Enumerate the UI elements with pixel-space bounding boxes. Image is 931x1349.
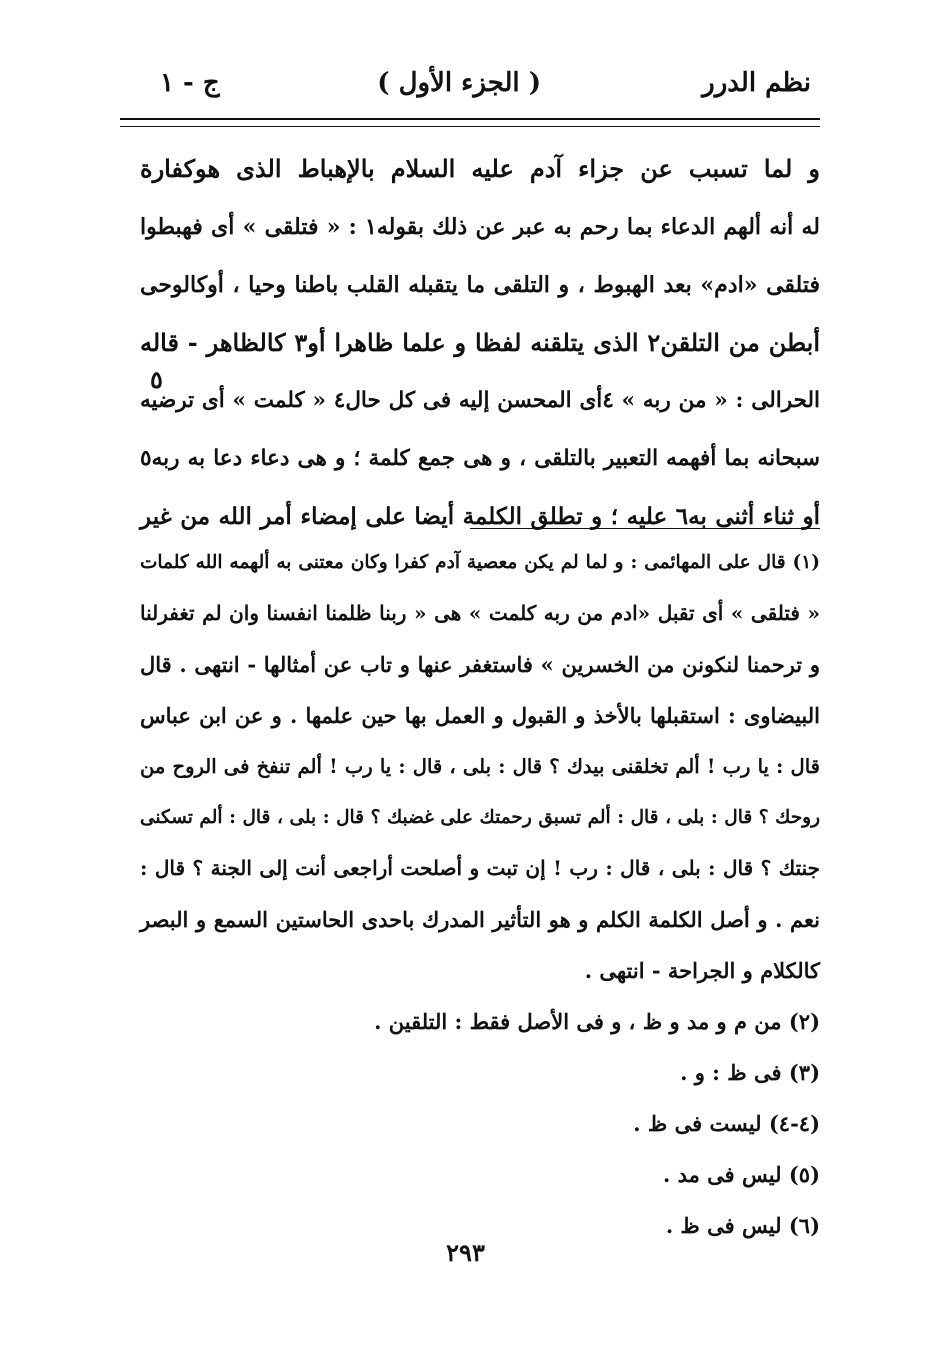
footnote-line: جنتك ؟ قال : بلى ، قال : رب ! إن تبت و أصلحت أراجعى أنت إلى الجنة ؟ قال : [140, 856, 820, 880]
main-text [140, 140, 820, 546]
text-line: فتلقى «ادم» بعد الهبوط ، و التلقى ما يتقبله القلب باطنا وحيا ، أوكالوحى [140, 272, 820, 298]
page-number: ٢٩٣ [446, 1238, 485, 1267]
footnote-line: كالكلام و الجراحة - انتهى . [584, 958, 820, 983]
footnote-line: و ترحمنا لنكونن من الخسرين » فاستغفر عنها و تاب عن أمثالها - انتهى . قال [140, 652, 820, 677]
text-line: أو ثناء أثنى به٦ عليه ؛ و تطلق الكلمة أيضا على إمضاء أمر الله من غير [140, 503, 820, 530]
text-line: سبحانه بما أفهمه التعبير بالتلقى ، و هى جمع كلمة ؛ و هى دعاء دعا به ربه٥ [140, 446, 820, 471]
footnote-line: (١) قال على المهائمى : و لما لم يكن معصية آدم كفرا وكان معتنى به ألهمه الله كلمات [140, 552, 820, 573]
text-line: الحرالى : « من ربه » ٤أى المحسن إليه فى كل حال٤ « كلمت » أى ترضيه [140, 388, 820, 413]
margin-line-number: ٥ [150, 365, 163, 394]
footnote-line: قال : يا رب ! ألم تخلقنى بيدك ؟ قال : بلى ، قال : يا رب ! ألم تنفخ فى الروح من [140, 755, 820, 778]
footnotes [140, 537, 820, 1251]
running-header [120, 64, 811, 114]
header-book-title: نظم الدرر [702, 68, 811, 98]
footnote-separator [470, 528, 820, 529]
header-volume-number: ج - ١ [160, 68, 220, 98]
header-rule-thin [120, 126, 820, 127]
footnote-line: (٢) من م و مد و ظ ، و فى الأصل فقط : التلقين . [374, 1009, 820, 1034]
footnote-line: نعم . و أصل الكلمة الكلم و هو التأثير المدرك باحدى الحاستين السمع و البصر [140, 907, 820, 932]
text-line: و لما تسبب عن جزاء آدم عليه السلام بالإهباط الذى هوكفارة [140, 154, 820, 183]
footnote-line: البيضاوى : استقبلها بالأخذ و القبول و العمل بها حين علمها . و عن ابن عباس [140, 703, 820, 728]
footnote-line: (٣) فى ظ : و . [680, 1060, 820, 1085]
footnote-line: (٤-٤) ليست فى ظ . [633, 1111, 820, 1136]
footnote-line: « فتلقى » أى تقبل «ادم من ربه كلمت » هى « ربنا ظلمنا انفسنا وان لم تغفرلنا [140, 601, 820, 625]
text-line: أبطن من التلقن٢ الذى يتلقنه لفظا و علما ظاهرا أو٣ كالظاهر - قاله [140, 328, 821, 357]
header-volume-title: ( الجزء الأول ) [377, 68, 541, 98]
text-line: له أنه ألهم الدعاء بما رحم به عبر عن ذلك بقوله١ : « فتلقى » أى فهبطوا [140, 214, 820, 240]
footnote-line: (٥) ليس فى مد . [662, 1162, 820, 1187]
header-rule-thick [120, 118, 820, 120]
footnote-line: (٦) ليس فى ظ . [665, 1213, 820, 1238]
footnote-line: روحك ؟ قال : بلى ، قال : ألم تسبق رحمتك على غضبك ؟ قال : بلى ، قال : ألم تسكنى [140, 807, 820, 828]
